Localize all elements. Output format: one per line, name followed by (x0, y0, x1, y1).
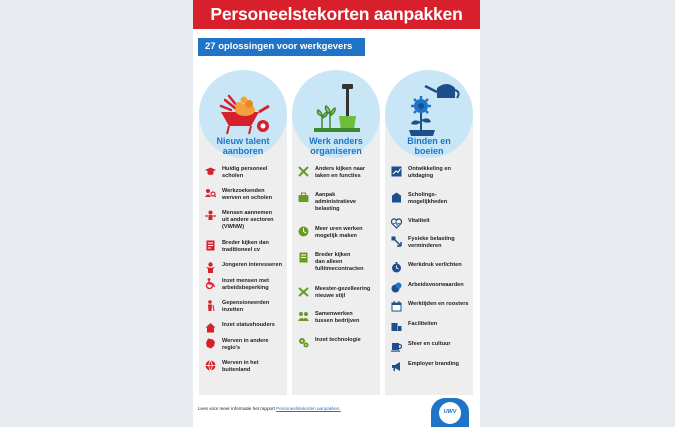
list-item (298, 252, 380, 273)
uwv-logo (431, 398, 469, 427)
list-item (205, 210, 287, 231)
list-item (298, 286, 380, 300)
item-label: Werven in andere regio's (222, 338, 269, 351)
subtitle-banner: 27 oplossingen voor werkgevers (198, 38, 365, 56)
list-item (391, 282, 473, 293)
stopwatch-icon (391, 262, 402, 273)
briefcase-icon (298, 192, 309, 203)
item-label: Anders kijken naar taken en functies (315, 166, 366, 179)
item-label: Arbeidsvoorwaarden (408, 282, 464, 288)
item-label: Sfeer en cultuur (408, 341, 451, 347)
clock-icon (298, 226, 309, 237)
list-item (391, 192, 473, 206)
item-label: Breder kijken dan traditioneel cv (222, 240, 269, 253)
footer-note (198, 406, 341, 411)
item-label: Breder kijken dan alleen fulltimecontracten (315, 252, 364, 272)
list-item (391, 236, 473, 250)
list-item (298, 166, 380, 180)
item-label: Jongeren interesseren (222, 262, 283, 268)
item-label: Gepensioneerden inzetten (222, 300, 270, 313)
list-item (391, 166, 473, 180)
item-label: Scholings- mogelijkheden (408, 192, 448, 205)
coffee-cup-icon (391, 341, 402, 352)
gears-icon (298, 337, 309, 348)
young-person-icon (205, 262, 216, 273)
column-binden-boeien (385, 70, 473, 395)
list-item (205, 262, 287, 273)
list-item (205, 278, 287, 292)
list-item (298, 311, 380, 325)
people-magnify-icon (205, 188, 216, 199)
logo-circle (439, 402, 461, 424)
person-arrows-icon (205, 210, 216, 221)
item-label: Meester-gezelleering nieuwe stijl (315, 286, 371, 299)
weight-reduce-icon (391, 236, 402, 247)
growth-chart-icon (391, 166, 402, 177)
item-label: Inzet technologie (315, 337, 361, 343)
cv-document-icon (205, 240, 216, 251)
region-map-icon (205, 338, 216, 349)
report-link[interactable]: Personeelstekorten aanpakken. (276, 406, 341, 411)
item-label: Werktijden en roosters (408, 301, 469, 307)
item-label: Inzet statushouders (222, 322, 275, 328)
tools-icon (298, 166, 309, 177)
collaboration-icon (298, 311, 309, 322)
list-item (205, 300, 287, 314)
column-title: Werk anders organiseren (309, 136, 363, 156)
list-item (298, 337, 380, 348)
list-item (205, 360, 287, 374)
item-label: Employer branding (408, 361, 459, 367)
infographic-poster (193, 0, 480, 427)
house-icon (205, 322, 216, 333)
list-item (391, 301, 473, 312)
item-label: Meer uren werken mogelijk maken (315, 226, 363, 239)
school-books-icon (391, 192, 402, 203)
list-item (205, 240, 287, 254)
megaphone-icon (391, 361, 402, 372)
list-item (391, 321, 473, 332)
list-item (298, 192, 380, 213)
list-item (391, 341, 473, 352)
senior-person-icon (205, 300, 216, 311)
column-title: Nieuw talent aanboren (216, 136, 270, 156)
manager-icon (298, 286, 309, 297)
item-label: Samenwerken tussen bedrijven (315, 311, 360, 324)
list-item (298, 226, 380, 240)
logo-text: UWV (443, 409, 457, 415)
item-label: Inzet mensen met arbeidsbeperking (222, 278, 269, 291)
item-label: Werkzoekenden werven en scholen (222, 188, 273, 201)
wheelchair-icon (205, 278, 216, 289)
item-label: Ontwikkeling en uitdaging (408, 166, 451, 179)
list-item (205, 338, 287, 352)
column-nieuw-talent (199, 70, 287, 395)
list-item (391, 262, 473, 273)
item-label: Mensen aannemen uit andere sectoren (VWNW) (222, 210, 274, 230)
contract-icon (298, 252, 309, 263)
item-label: Faciliteiten (408, 321, 438, 327)
euro-coins-icon (391, 282, 402, 293)
item-label: Aanpak administratieve belasting (315, 192, 357, 212)
item-label: Huidig personeel scholen (222, 166, 268, 179)
footer-text: Lees voor meer informatie het rapport (198, 406, 277, 411)
column-werk-anders (292, 70, 380, 395)
list-item (391, 218, 473, 229)
item-label: Vitaliteit (408, 218, 430, 224)
list-item (205, 322, 287, 333)
column-title: Binden en boeien (407, 136, 451, 156)
graduation-cap-icon (205, 166, 216, 177)
heart-pulse-icon (391, 218, 402, 229)
list-item (391, 361, 473, 372)
list-item (205, 166, 287, 180)
item-label: Werven in het buitenland (222, 360, 259, 373)
item-label: Fysieke belasting verminderen (408, 236, 455, 249)
calendar-icon (391, 301, 402, 312)
facilities-icon (391, 321, 402, 332)
list-item (205, 188, 287, 202)
page-title: Personeelstekorten aanpakken (193, 0, 480, 29)
globe-icon (205, 360, 216, 371)
item-label: Werkdruk verlichten (408, 262, 462, 268)
